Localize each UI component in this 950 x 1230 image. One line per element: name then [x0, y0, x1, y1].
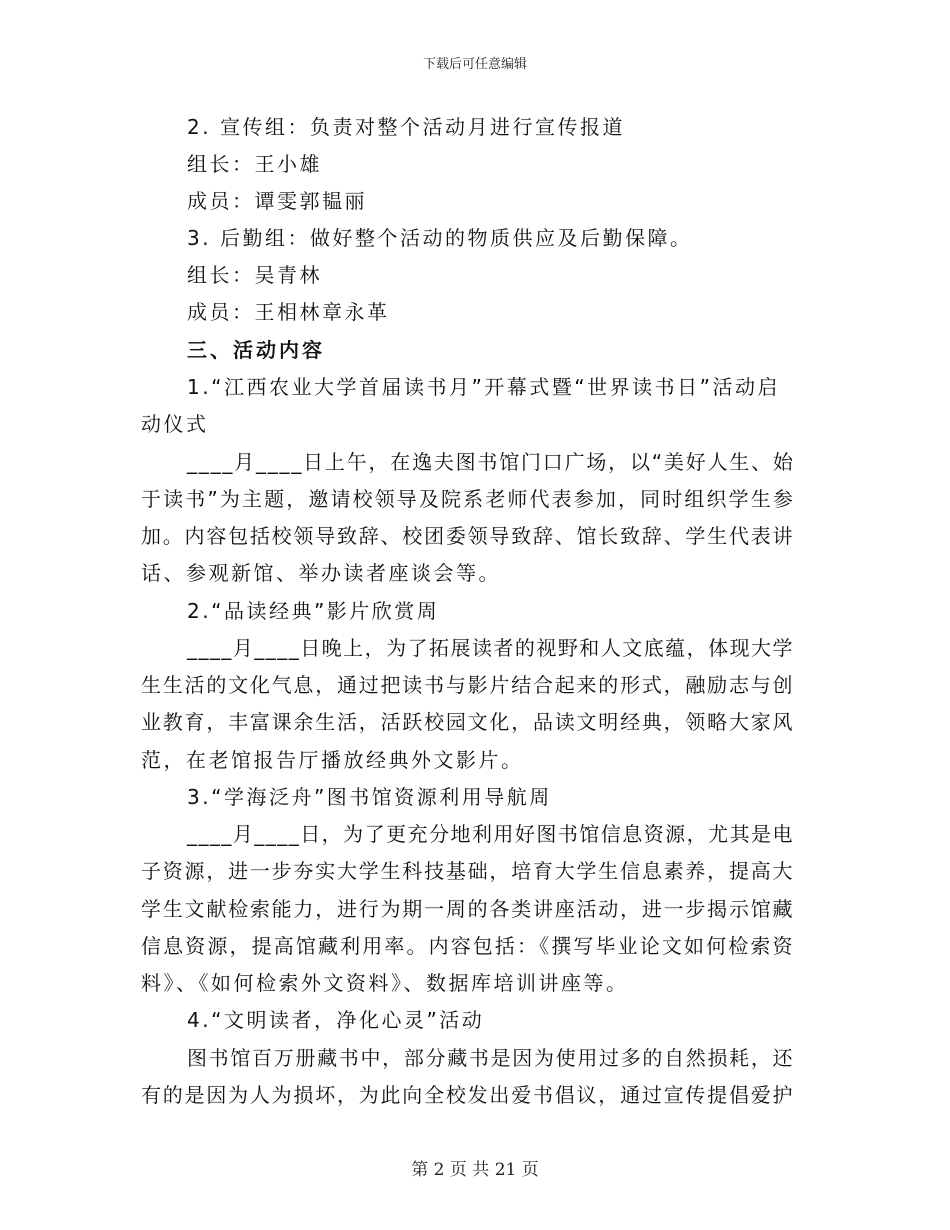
paragraph-line: 加。内容包括校领导致辞、校团委领导致辞、馆长致辞、学生代表讲	[141, 524, 795, 548]
paragraph-line: 子资源，进一步夯实大学生科技基础，培育大学生信息素养，提高大	[141, 859, 795, 883]
page-header: 下载后可任意编辑	[422, 57, 527, 72]
paragraph-line: 图书馆百万册藏书中，部分藏书是因为使用过多的自然损耗，还	[187, 1046, 795, 1070]
paragraph-line: 4.“文明读者，净化心灵”活动	[187, 1008, 485, 1032]
paragraph-line: 1.“江西农业大学首届读书月”开幕式暨“世界读书日”活动启	[187, 375, 781, 399]
paragraph-line: 业教育，丰富课余生活，活跃校园文化，品读文明经典，领略大家风	[141, 710, 795, 734]
paragraph-line: 范，在老馆报告厅播放经典外文影片。	[141, 748, 524, 772]
section-heading: 三、活动内容	[187, 338, 325, 362]
paragraph-line: ____月____日晚上，为了拓展读者的视野和人文底蕴，体现大学	[187, 636, 794, 660]
paragraph-line: 成员：谭雯郭韫丽	[187, 189, 367, 213]
paragraph-line: 2.“品读经典”影片欣赏周	[187, 599, 440, 623]
paragraph-line: 信息资源，提高馆藏利用率。内容包括：《撰写毕业论文如何检索资	[141, 934, 795, 958]
paragraph-line: ____月____日，为了更充分地利用好图书馆信息资源，尤其是电	[187, 822, 794, 846]
paragraph-line: 学生文献检索能力，进行为期一周的各类讲座活动，进一步揭示馆藏	[141, 897, 795, 921]
paragraph-line: 话、参观新馆、举办读者座谈会等。	[141, 561, 501, 585]
page-footer: 第 2 页 共 21 页	[411, 1160, 539, 1180]
paragraph-line: 组长：王小雄	[187, 152, 322, 176]
paragraph-line: 2. 宣传组：负责对整个活动月进行宣传报道	[187, 115, 625, 139]
paragraph-line: 动仪式	[141, 412, 209, 436]
paragraph-line: 3. 后勤组：做好整个活动的物质供应及后勤保障。	[187, 226, 693, 250]
paragraph-line: 有的是因为人为损坏，为此向全校发出爱书倡议，通过宣传提倡爱护	[141, 1083, 795, 1107]
paragraph-line: 组长：吴青林	[187, 263, 322, 287]
paragraph-line: 生生活的文化气息，通过把读书与影片结合起来的形式，融励志与创	[141, 673, 795, 697]
paragraph-line: 3.“学海泛舟”图书馆资源利用导航周	[187, 785, 552, 809]
paragraph-line: 于读书”为主题，邀请校领导及院系老师代表参加，同时组织学生参	[141, 487, 795, 511]
paragraph-line: 成员：王相林章永革	[187, 300, 390, 324]
paragraph-line: ____月____日上午，在逸夫图书馆门口广场，以“美好人生、始	[187, 450, 795, 474]
paragraph-line: 料》、《如何检索外文资料》、数据库培训讲座等。	[141, 971, 629, 995]
